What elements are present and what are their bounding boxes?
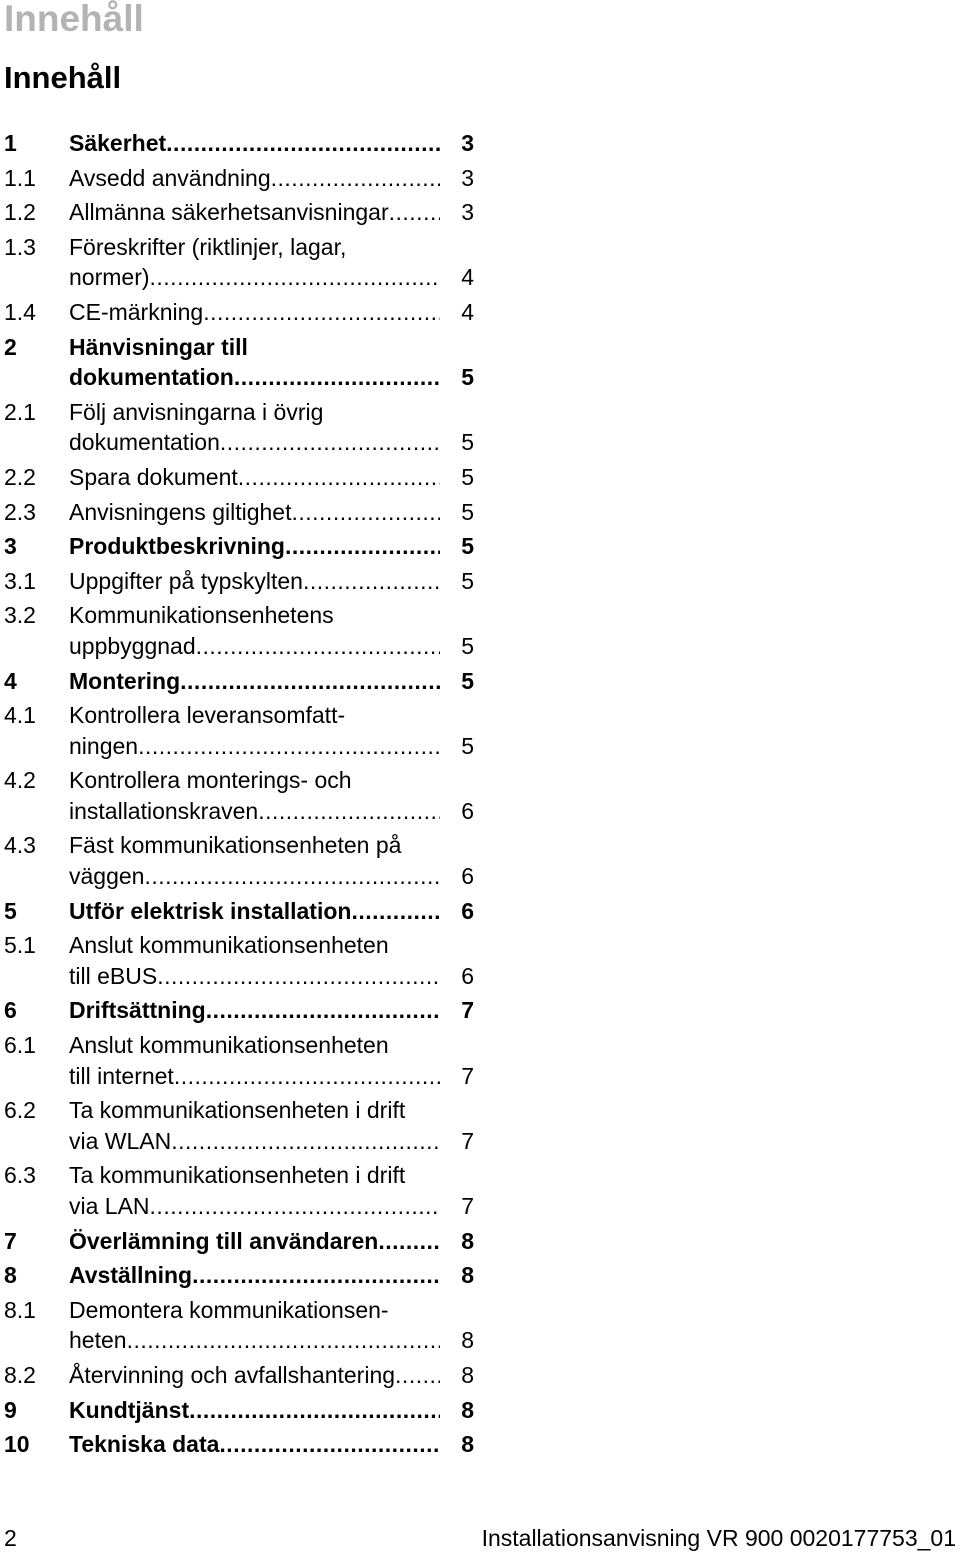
toc-entry-leader-line <box>69 961 478 992</box>
toc-entry-page-number: 4 <box>461 298 474 325</box>
footer-page-number: 2 <box>4 1525 17 1551</box>
toc-entry-leader-line <box>69 362 478 393</box>
toc-entry-number: 5 <box>4 897 17 924</box>
toc-entry-number: 3.2 <box>4 602 36 629</box>
toc-entry-number: 5.1 <box>4 932 36 959</box>
toc-entry-leader-line <box>69 197 478 228</box>
toc-entry-leader-line <box>69 1260 478 1291</box>
toc-entry-leader-line <box>69 297 478 328</box>
toc-entry-number: 1.1 <box>4 164 36 191</box>
toc-entry[interactable] <box>0 159 478 194</box>
toc-entry-body <box>69 462 478 493</box>
toc-entry-leader-line <box>69 462 478 493</box>
toc-entry-title-line: Fäst kommunikationsenheten på <box>69 832 402 859</box>
toc-entry-page-number: 8 <box>461 1361 474 1388</box>
toc-entry-body <box>69 297 478 328</box>
toc-entry-title-line: via WLAN <box>69 1127 172 1154</box>
toc-entry-number: 2.1 <box>4 398 36 425</box>
toc-entry-title-line: väggen <box>69 863 145 890</box>
toc-entry-number: 7 <box>4 1227 17 1254</box>
toc-entry-body <box>69 566 478 597</box>
toc-entry-page-number: 8 <box>461 1396 474 1423</box>
toc-entry-number: 1 <box>4 130 17 156</box>
toc-entry-body <box>69 531 478 562</box>
toc-entry-title-line: ningen <box>69 732 139 759</box>
toc-entry-title-line: Kundtjänst <box>69 1396 190 1423</box>
dot-leader <box>234 362 440 393</box>
toc-entry-body <box>69 830 478 891</box>
toc-entry-title-line: Produktbeskrivning <box>69 533 285 560</box>
toc-entry-leader-line <box>69 731 478 762</box>
toc-entry-leader-line <box>69 427 478 458</box>
toc-entry-page-number: 5 <box>461 632 474 659</box>
toc-entry-leader-line <box>69 497 478 528</box>
toc-entry-page-number: 8 <box>461 1262 474 1289</box>
toc-entry-title-line: Kommunikationsenhetens <box>69 602 334 629</box>
toc-entry-body <box>69 666 478 697</box>
toc-entry-leader-line <box>69 1126 478 1157</box>
toc-entry-title-line: Driftsättning <box>69 997 206 1024</box>
toc-entry-leader-line <box>69 861 478 892</box>
dot-leader <box>189 1395 440 1426</box>
page-footer <box>0 1525 960 1559</box>
toc-entry[interactable] <box>0 596 478 661</box>
toc-entry-title-line: Anslut kommunikationsenheten <box>69 1032 389 1059</box>
toc-entry-page-number: 5 <box>461 498 474 525</box>
toc-entry-page-number: 3 <box>461 130 474 156</box>
toc-entry-title-line: Ta kommunikationsenheten i drift <box>69 1162 406 1189</box>
toc-entry[interactable] <box>0 991 478 1026</box>
toc-entry-leader-line <box>69 1395 478 1426</box>
toc-entry[interactable] <box>0 193 478 228</box>
footer-document-title: Installationsanvisning VR 900 0020177753_01 <box>481 1525 956 1551</box>
dot-leader <box>378 1226 440 1257</box>
toc-entry-number: 6.2 <box>4 1097 36 1124</box>
dot-leader <box>174 1061 440 1092</box>
toc-entry-title-line: via LAN <box>69 1193 150 1219</box>
toc-entry[interactable] <box>0 1356 478 1391</box>
toc-entry-title-line: till internet <box>69 1062 174 1089</box>
toc-entry[interactable] <box>0 1425 478 1460</box>
toc-entry-number: 2 <box>4 333 17 360</box>
toc-entry-leader-line <box>69 1429 478 1460</box>
toc-entry-leader-line <box>69 163 478 194</box>
toc-entry-title-line: Demontera kommunikationsen- <box>69 1296 389 1323</box>
dot-leader <box>389 197 440 228</box>
dot-leader <box>144 861 440 892</box>
toc-title: Innehåll <box>4 60 122 95</box>
toc-entry[interactable] <box>0 527 478 562</box>
toc-entry-title-line: Montering <box>69 667 181 694</box>
toc-entry-leader-line <box>69 796 478 827</box>
toc-entry-number: 8.2 <box>4 1361 36 1388</box>
dot-leader <box>157 961 440 992</box>
toc-entry-leader-line <box>69 1061 478 1092</box>
toc-entry-page-number: 6 <box>461 962 474 989</box>
toc-entry-number: 4.2 <box>4 767 36 794</box>
dot-leader <box>351 896 440 927</box>
running-head: Innehåll <box>4 0 144 39</box>
toc-entry-title-line: till eBUS <box>69 962 158 989</box>
toc-entry-number: 8 <box>4 1262 17 1289</box>
toc-entry-page-number: 8 <box>461 1431 474 1458</box>
toc-entry-page-number: 8 <box>461 1227 474 1254</box>
toc-entry-title-line: Föreskrifter (riktlinjer, lagar, <box>69 233 347 260</box>
toc-entry-page-number: 6 <box>461 897 474 924</box>
dot-leader <box>196 631 440 662</box>
toc-entry[interactable] <box>0 328 478 393</box>
toc-entry[interactable] <box>0 124 478 159</box>
dot-leader <box>150 1191 440 1222</box>
toc-entry-number: 10 <box>4 1431 30 1458</box>
toc-entry-number: 2.2 <box>4 463 36 490</box>
toc-entry-title-line: Återvinning och avfallshantering <box>69 1361 396 1388</box>
toc-entry-body <box>69 232 478 293</box>
toc-entry-page-number: 5 <box>461 429 474 456</box>
dot-leader <box>303 566 440 597</box>
toc-entry-page-number: 8 <box>461 1327 474 1354</box>
toc-entry-body <box>69 600 478 661</box>
toc-entry-body <box>69 1260 478 1291</box>
toc-entry-title-line: Kontrollera leveransomfatt- <box>69 702 346 729</box>
toc-entry-leader-line <box>69 531 478 562</box>
dot-leader <box>150 262 440 293</box>
toc-entry-body <box>69 1030 478 1091</box>
toc-entry-page-number: 5 <box>461 732 474 759</box>
toc-entry-leader-line <box>69 566 478 597</box>
toc-entry[interactable] <box>0 562 478 597</box>
dot-leader <box>219 1429 440 1460</box>
toc-entry[interactable] <box>0 761 478 826</box>
toc-entry[interactable] <box>0 458 478 493</box>
dot-leader <box>138 731 440 762</box>
toc-entry-title-line: dokumentation <box>69 429 220 456</box>
toc-entry-page-number: 7 <box>461 1127 474 1154</box>
toc-entry-number: 9 <box>4 1396 17 1423</box>
toc-entry[interactable] <box>0 662 478 697</box>
toc-entry-title-line: Avsedd användning <box>69 164 271 191</box>
toc-entry-page-number: 6 <box>461 863 474 890</box>
toc-entry[interactable] <box>0 393 478 458</box>
dot-leader <box>171 1126 440 1157</box>
toc-entry[interactable] <box>0 1291 478 1356</box>
toc-entry-body <box>69 1295 478 1356</box>
toc-entry-body <box>69 197 478 228</box>
toc-entry-number: 6 <box>4 997 17 1024</box>
dot-leader <box>220 427 440 458</box>
dot-leader <box>271 163 440 194</box>
toc-entry-title-line: Följ anvisningarna i övrig <box>69 398 324 425</box>
toc-entry-leader-line <box>69 128 478 159</box>
toc-entry-title-line: Uppgifter på typskylten <box>69 567 303 594</box>
toc-entry-leader-line <box>69 1325 478 1356</box>
toc-entry-page-number: 5 <box>461 533 474 560</box>
toc-entry[interactable] <box>0 228 478 293</box>
toc-entry-title-line: uppbyggnad <box>69 632 196 659</box>
toc-entry-body <box>69 332 478 393</box>
toc-entry-title-line: Ta kommunikationsenheten i drift <box>69 1097 406 1124</box>
toc-entry-number: 1.4 <box>4 298 36 325</box>
toc-entry-number: 4 <box>4 667 17 694</box>
toc-entry-leader-line <box>69 262 478 293</box>
dot-leader <box>285 531 440 562</box>
toc-entry-body <box>69 163 478 194</box>
toc-entry-title-line: Anslut kommunikationsenheten <box>69 932 389 959</box>
toc-entry-title-line: Utför elektrisk installation <box>69 897 352 924</box>
toc-entry-body <box>69 128 478 159</box>
toc-entry-title-line: CE-märkning <box>69 298 204 325</box>
toc-entry-page-number: 5 <box>461 364 474 391</box>
toc-entry-leader-line <box>69 631 478 662</box>
toc-entry-page-number: 5 <box>461 463 474 490</box>
toc-entry-page-number: 7 <box>461 997 474 1024</box>
toc-entry-body <box>69 497 478 528</box>
toc-entry-page-number: 6 <box>461 797 474 824</box>
toc-entry-page-number: 4 <box>461 264 474 291</box>
toc-entry-body <box>69 1095 478 1156</box>
toc-entry-number: 8.1 <box>4 1296 36 1323</box>
toc-entry-title-line: Tekniska data <box>69 1431 220 1458</box>
toc-entry-title-line: Säkerhet <box>69 130 167 156</box>
toc-entry-leader-line <box>69 995 478 1026</box>
toc-entry-title-line: installationskraven <box>69 797 259 824</box>
toc-entry-page-number: 5 <box>461 567 474 594</box>
toc-entry-leader-line <box>69 1360 478 1391</box>
toc-entry-number: 6.1 <box>4 1032 36 1059</box>
toc-entry-body <box>69 1360 478 1391</box>
dot-leader <box>203 297 440 328</box>
toc-entry-title-line: Anvisningens giltighet <box>69 498 292 525</box>
toc-entry-body <box>69 1226 478 1257</box>
toc-entry-body <box>69 1395 478 1426</box>
toc-entry-number: 2.3 <box>4 498 36 525</box>
dot-leader <box>206 995 440 1026</box>
toc-entry-number: 3.1 <box>4 567 36 594</box>
toc-entry-title-line: Allmänna säkerhetsanvisningar <box>69 199 389 226</box>
toc-entry-body <box>69 896 478 927</box>
toc-entry-body <box>69 1160 478 1221</box>
toc-entry-leader-line <box>69 896 478 927</box>
dot-leader <box>395 1360 440 1391</box>
toc-entry-title-line: dokumentation <box>69 364 234 391</box>
toc-entry[interactable] <box>0 1026 478 1091</box>
toc-entry-number: 6.3 <box>4 1162 36 1189</box>
toc-entry-body <box>69 765 478 826</box>
toc-entry-title-line: Avställning <box>69 1262 193 1289</box>
toc-entry[interactable] <box>0 926 478 991</box>
toc-entry-title-line: Överlämning till användaren <box>69 1227 379 1254</box>
toc-entry-title-line: heten <box>69 1327 127 1354</box>
toc-entry-number: 1.3 <box>4 233 36 260</box>
toc-entry-page-number: 3 <box>461 164 474 191</box>
toc-entry-number: 4.1 <box>4 702 36 729</box>
toc-entry[interactable] <box>0 892 478 927</box>
toc-entry[interactable] <box>0 1156 478 1221</box>
toc-entry-number: 4.3 <box>4 832 36 859</box>
dot-leader <box>258 796 440 827</box>
dot-leader <box>291 497 440 528</box>
table-of-contents <box>0 124 478 1460</box>
toc-entry[interactable] <box>0 696 478 761</box>
toc-entry-number: 3 <box>4 533 17 560</box>
toc-entry[interactable] <box>0 826 478 891</box>
dot-leader <box>127 1325 440 1356</box>
toc-entry-number: 1.2 <box>4 199 36 226</box>
toc-entry[interactable] <box>0 1222 478 1257</box>
toc-entry-body <box>69 397 478 458</box>
toc-entry-body <box>69 700 478 761</box>
toc-entry-title-line: Hänvisningar till <box>69 333 248 360</box>
toc-entry-title-line: Spara dokument <box>69 463 238 490</box>
toc-entry-body <box>69 995 478 1026</box>
toc-entry-title-line: normer) <box>69 264 150 291</box>
toc-entry[interactable] <box>0 293 478 328</box>
toc-entry-leader-line <box>69 1191 478 1222</box>
toc-entry-page-number: 5 <box>461 667 474 694</box>
toc-entry[interactable] <box>0 1256 478 1291</box>
dot-leader <box>192 1260 440 1291</box>
toc-entry-body <box>69 1429 478 1460</box>
toc-entry[interactable] <box>0 493 478 528</box>
toc-entry-page-number: 7 <box>461 1062 474 1089</box>
toc-entry[interactable] <box>0 1091 478 1156</box>
toc-entry-leader-line <box>69 666 478 697</box>
toc-entry-title-line: Kontrollera monterings- och <box>69 767 352 794</box>
toc-entry[interactable] <box>0 1391 478 1426</box>
dot-leader <box>166 128 440 159</box>
toc-entry-page-number: 7 <box>461 1193 474 1219</box>
toc-entry-page-number: 3 <box>461 199 474 226</box>
dot-leader <box>180 666 440 697</box>
toc-entry-body <box>69 930 478 991</box>
dot-leader <box>238 462 440 493</box>
toc-entry-leader-line <box>69 1226 478 1257</box>
